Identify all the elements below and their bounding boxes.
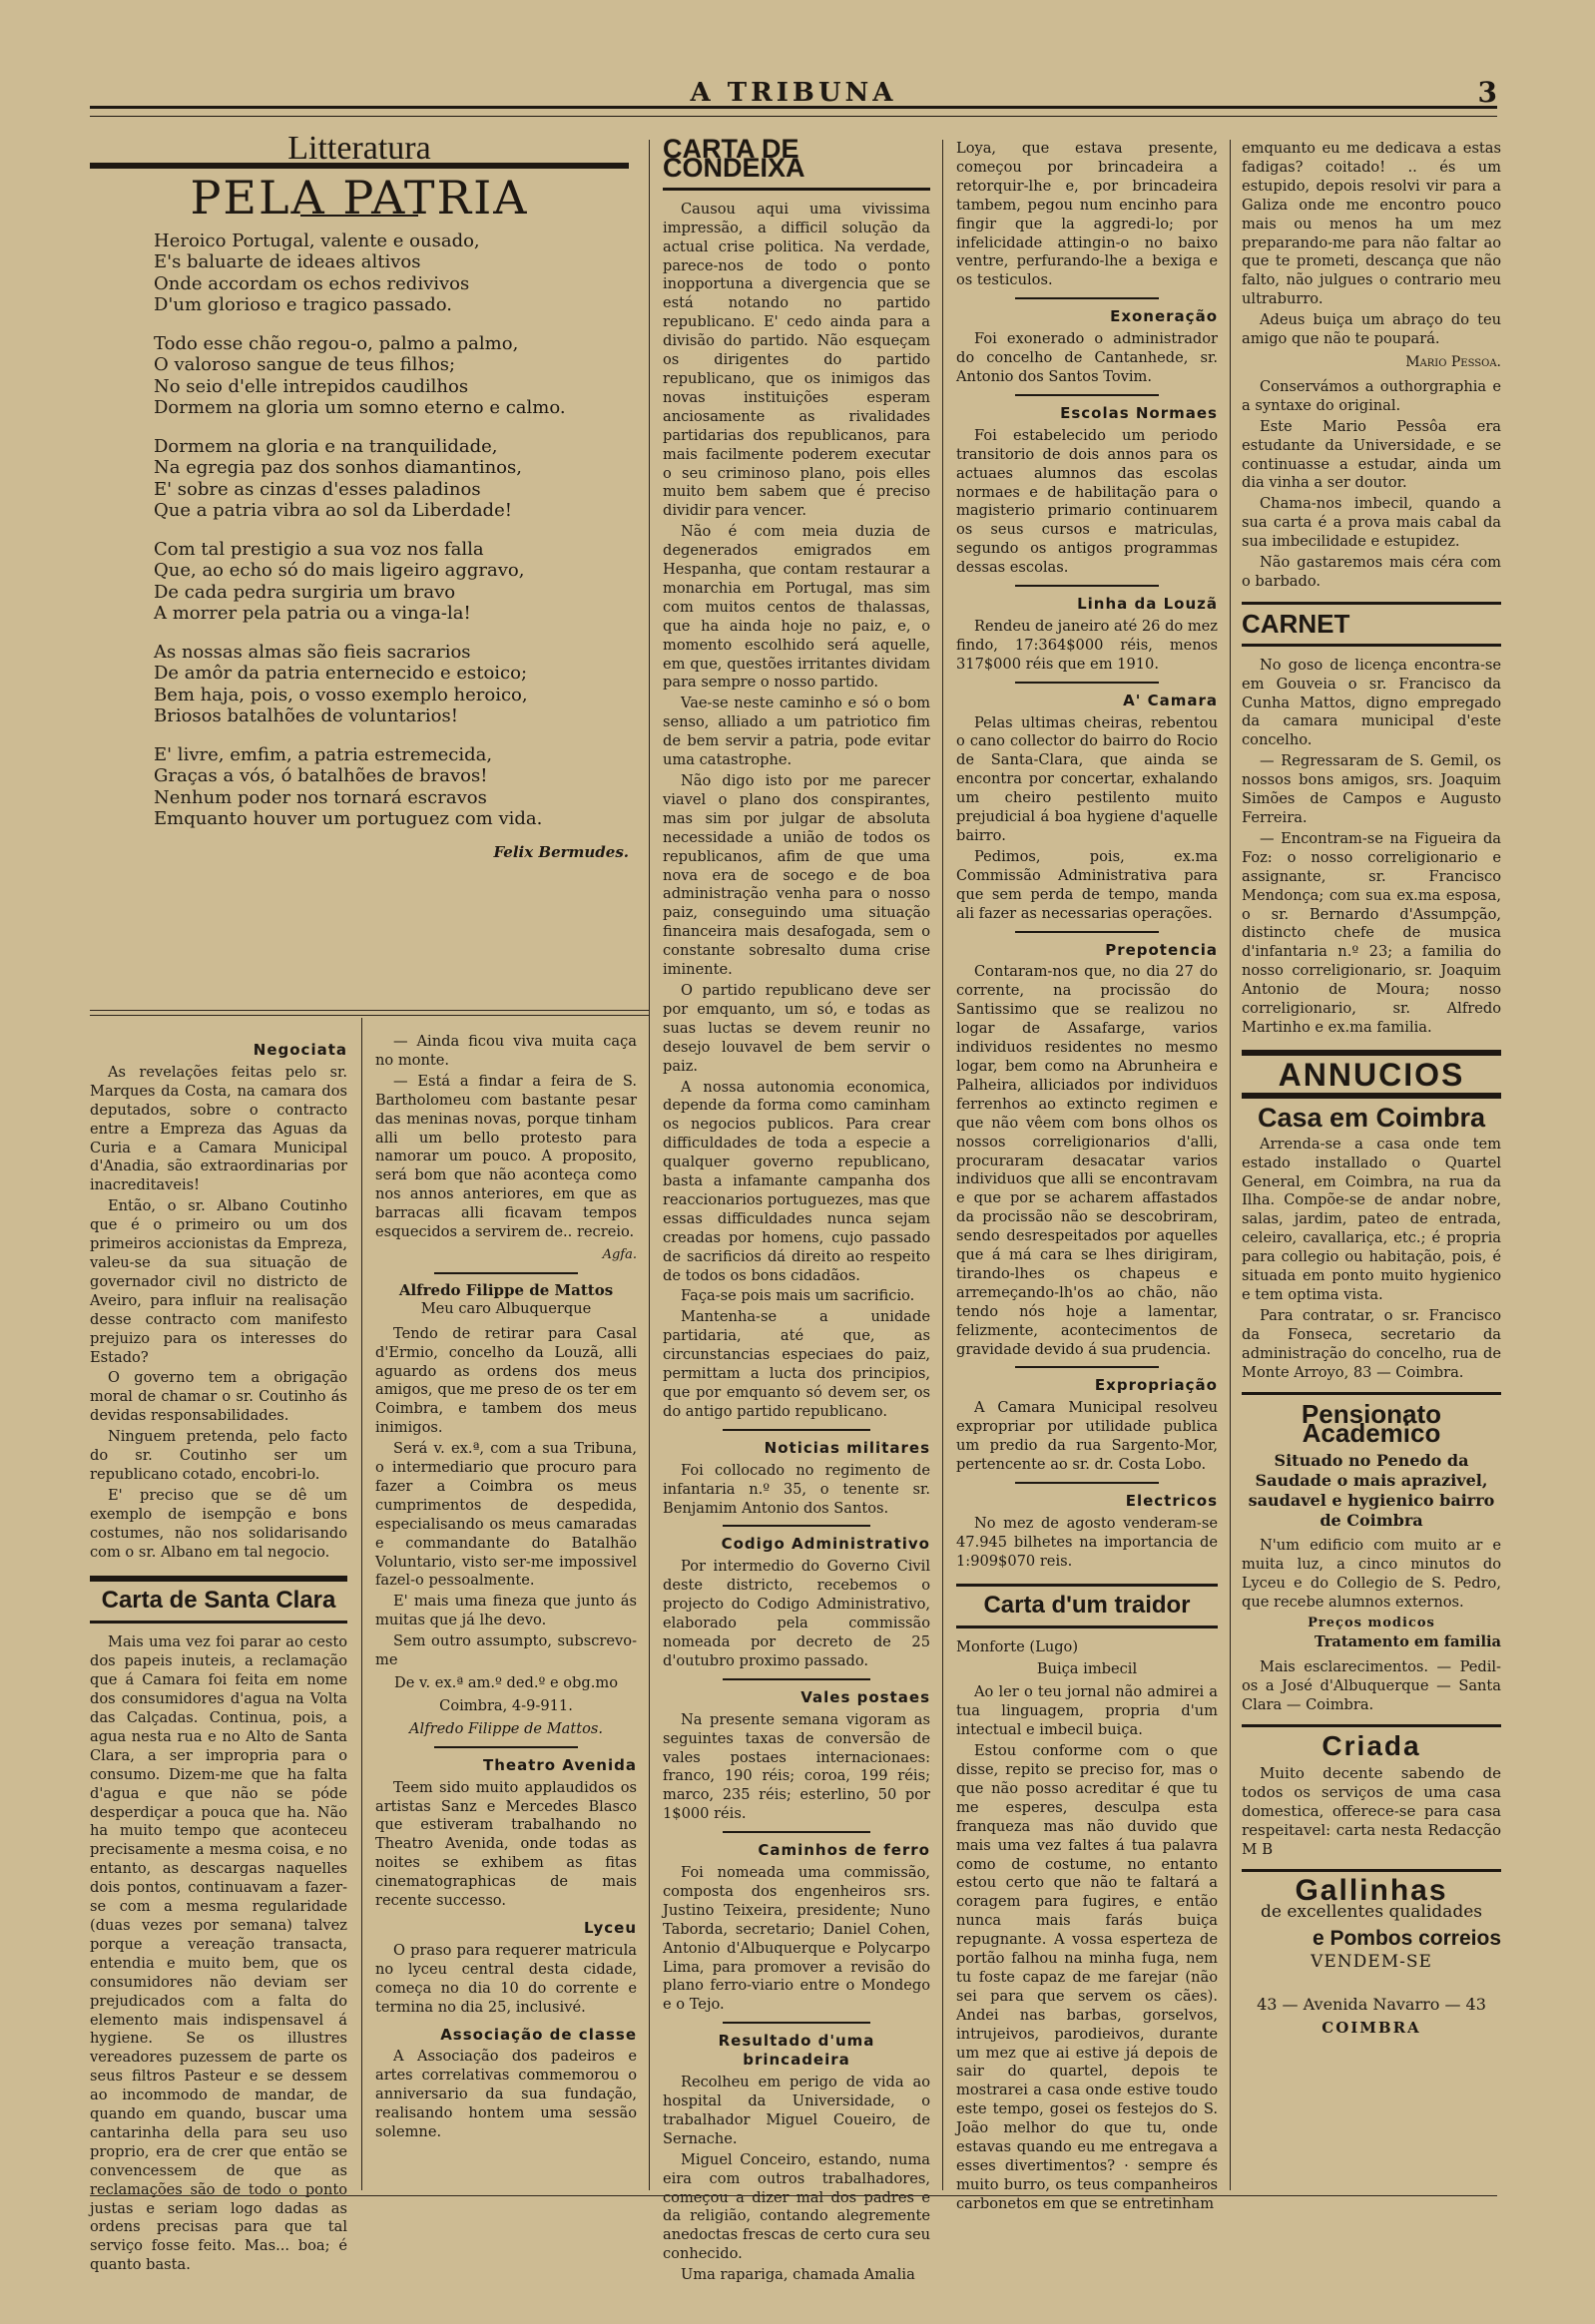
poem-line: Heroico Portugal, valente e ousado, [154,230,480,251]
paragraph: Será v. ex.ª, com a sua Tribuna, o intermediario que procuro para fazer a Coimbra os meus cumprimentos de despedida, especialisando os meus camaradas e commandante do Batalhão Voluntario, visto ser-me impossivel fazel-o pessoalmente. [375,1440,637,1590]
ad-gallinhas-sub3: VENDEM-SE [1311,1952,1432,1973]
paragraph: Este Mario Pessôa era estudante da Universidade, e se continuasse a estudar, ainda um dia vinha a ser doutor. [1242,417,1501,492]
separator [1015,585,1159,587]
traidor-title: Carta d'um traidor [983,1591,1191,1619]
separator [1015,931,1159,933]
separator [1015,1482,1159,1484]
section-rule [1242,602,1501,605]
ad-casa-body [1242,1136,1501,1383]
poem [90,231,629,830]
paragraph: O partido republicano deve ser por emquanto, um só, e todas as suas luctas se devem reunir no desejo louvavel de bem servir o paiz. [663,981,930,1075]
theatro-text: Teem sido muito applaudidos os artistas Sanz e Mercedes Blasco que estiveram trabalhando no Theatro Avenida, onde todas as noites se exhibem as fitas cinematographicas de mais recente successo. [375,1778,637,1910]
paragraph: — Encontram-se na Figueira da Foz: o nosso correligionario e assignante, sr. Francisco Mendonça; com sua ex.ma esposa, o sr. Bernardo d'Assumpção, distincto chefe de musica d'infantaria n.º 23; a familia do nosso correligionario, sr. Joaquim Antonio de Moura; nosso correligionario, sr. Alfredo Martinho e ex.ma familia. [1242,829,1501,1036]
poem-line: Bem haja, pois, o vosso exemplo heroico, [154,684,528,705]
separator [1015,1366,1159,1368]
ad-pensionato-text: N'um edificio com muito ar e muita luz, a cinco minutos do Lyceu e do Collegio de S. Pedro, que recebe alumnos externos. [1242,1537,1501,1611]
electricos-text: No mez de agosto venderam-se 47.945 bilhetes na importancia de 1:909$070 reis. [956,1514,1218,1570]
literatura-section [90,130,629,862]
section-rule [1242,1050,1501,1056]
local-notes [375,1033,637,1242]
paragraph: Pedimos, pois, ex.ma Commissão Administrativa para que sem perda de tempo, manda ali fazer as necessarias operações. [956,847,1218,922]
paragraph: Chama-nos imbecil, quando a sua carta é a prova mais cabal da sua imbecilidade e estupidez. [1242,495,1501,551]
poem-stanza [154,333,629,419]
condeixa-body [663,201,930,1422]
poem-line: D'um glorioso e tragico passado. [154,294,452,316]
section-rule [90,1621,347,1624]
electricos-title: Electricos [1125,1492,1218,1510]
column-rule [1230,140,1231,2190]
poem-stanza [154,642,629,727]
poem-line: Dormem na gloria um somno eterno e calmo. [154,397,566,419]
notes-signature: Agfa. [602,1246,637,1262]
poem-stanza [154,744,629,830]
poem-author: Felix Bermudes. [493,842,629,861]
column-4 [956,140,1218,2216]
paragraph: Não digo isto por me parecer viavel o plano dos conspirantes, mas sim por julgar de absoluta necessidade a união de todos os republicanos, afim de que uma nova era de socego e de boa administração venha para o nosso paiz, conseguindo uma situação financeira mais desafogada, sem o constante sobresalto duma crise iminente. [663,772,930,979]
carnet-title: CARNET [1242,608,1350,639]
poem-line: E' sobre as cinzas d'esses paladinos [154,478,481,500]
associacao-text: A Associação dos padeiros e artes correlativas commemorou o anniversario da sua fundação, realisando hontem uma sessão solemne. [375,2048,637,2141]
continuation-text: Loya, que estava presente, começou por brincadeira a retorquir-lhe e, por brincadeira tambem, pegou num encinho para fingir que la aggredi-lo; por infelicidade attingin-o no baixo ventre, perfurando-lhe a bexiga e os testiculos. [956,140,1218,289]
paragraph: Não é com meia duzia de degenerados emigrados em Hespanha, que contam restaurar a monarchia em Portugal, mas sim com muitos centos de thalassas, que ha ainda hoje no paiz, e, o momento escolhido será aquelle, em que, questões irritantes dividam para sempre o nosso partido. [663,523,930,692]
section-rule [1242,1392,1501,1395]
poem-line: Onde accordam os echos redivivos [154,272,470,294]
camara-title: A' Camara [1123,691,1218,709]
ad-gallinhas-title: Gallinhas [1295,1874,1448,1908]
paragraph: Conservámos a outhorgraphia e a syntaxe do original. [1242,377,1501,414]
continuation-text: emquanto eu me dedicava a estas fadigas? coitado! .. és um estupido, depois resolvi vir para a Galiza onde me encontro pouco mais ou menos ha um mez preparando-me para não faltar ao que te prometi, descança que não falto, não julgues o contrario meu ultraburro. [1242,140,1501,308]
poem-line: A morrer pela patria ou a vinga-la! [154,603,471,625]
column-rule [942,140,943,2190]
poem-line: Dormem na gloria e na tranquilidade, [154,435,498,457]
column-5 [1242,140,1501,2038]
poem-line: As nossas almas são fieis sacrarios [154,641,471,663]
associacao-title: Associação de classe [440,2025,637,2044]
column-rule [649,140,650,2190]
section-rule [1242,1093,1501,1099]
ad-criada-text: Muito decente sabendo de todos os serviços de uma casa domestica, offerece-se para casa respeitavel: carta nesta Redacção M B [1242,1764,1501,1859]
separator [723,2022,869,2024]
section-title: Litteratura [287,130,431,167]
letter-body [375,1325,637,1670]
page-number: 3 [1477,76,1497,109]
paragraph: — Ainda ficou viva muita caça no monte. [375,1033,637,1069]
ad-gallinhas-address: 43 — Avenida Navarro — 43 [1257,1994,1486,2014]
expropriacao-title: Expropriação [1094,1376,1218,1395]
paragraph: Pelas ultimas cheiras, rebentou o cano collector do bairro do Rocio de Santa-Clara, que ainda se encontra por concertar, exhalando um cheiro pestilento muito prejudicial á boa hygiene d'aquelle bairro. [956,713,1218,844]
poem-stanza [154,539,629,625]
poem-line: Todo esse chão regou-o, palmo a palmo, [154,332,519,354]
paragraph: Faça-se pois mais um sacrificio. [681,1287,915,1305]
poem-line: Graças a vós, ó batalhões de bravos! [154,765,488,787]
caminhos-text: Foi nomeada uma commissão, composta dos engenheiros srs. Justino Teixeira, presidente; Nuno Taborda, secretario; Daniel Cohen, Antonio d'Albuquerque e Polycarpo Lima, para promover a revisão do plano ferro-viario entre o Mondego e o Tejo. [663,1864,930,2014]
paragraph: Causou aqui uma vivissima impressão, a difficil solução da actual crise politica. Na verdade, parece-nos de todo o ponto inopportuna a divergencia que se está notando no partido republicano. E' cedo ainda para a divisão do partido. Não esqueçam os dirigentes do partido republicano, que os inimigos das novas instituições esperam anciosamente as rivalidades partidarias dos republicanos, para mais facilmente poderem executar o seu criminoso plano, pois elles muito bem sabem que é preciso dividir para vencer. [663,200,930,520]
vales-title: Vales postaes [800,1687,930,1706]
paragraph: Ninguem pretenda, pelo facto do sr. Coutinho ser um republicano cotado, encobri-lo. [90,1428,347,1483]
letter-closing: De v. ex.ª am.º ded.º e obg.mo [394,1674,618,1691]
letter-salutation: Meu caro Albuquerque [420,1299,592,1317]
poem-line: Que a patria vibra ao sol da Liberdade! [154,500,512,522]
negociata-body [90,1064,347,1563]
separator [723,1429,869,1431]
paragraph: Uma rapariga, chamada Amalia [681,2266,915,2284]
section-rule [90,1015,649,1016]
vales-text: Na presente semana vigoram as seguintes taxas de conversão de vales postaes internacionaes: franco, 190 réis; coroa, 199 réis; marco, 235 réis; esterlino, 50 por 1$000 réis. [663,1710,930,1823]
section-rule [1242,1869,1501,1872]
section-rule [956,1626,1218,1628]
paragraph: Miguel Conceiro, estando, numa eira com outros trabalhadores, começou a dizer mal dos padres e da religião, contando alegremente anedoctas frescas de certo cura seu conhecido. [663,2150,930,2263]
separator [723,1525,869,1527]
paragraph: Então, o sr. Albano Coutinho que é o primeiro ou um dos primeiros accionistas da Empreza, valeu-se da sua situação de governador civil no districto de Aveiro, para influir na realisação desse contracto com manifesto prejuizo para os interesses do Estado? [90,1197,347,1366]
codigo-title: Codigo Administrativo [721,1535,930,1554]
ad-gallinhas-sub2: e Pombos correios [1312,1927,1501,1951]
ad-criada-title: Criada [1322,1730,1421,1762]
paragraph: Mantenha-se a unidade partidaria, até que, as circunstancias especiaes do paiz, permittam a lucta dos principios, que por emquanto só devem ser, os do antigo partido republicano. [663,1308,930,1420]
paragraph: Vae-se neste caminho e só o bom senso, alliado a um patriotico fim de bem servir a patria, pode evitar uma catastrophe. [663,695,930,769]
letter-closing: Adeus buiça um abraço do teu amigo que não te poupará. [1242,311,1501,348]
separator [1015,682,1159,684]
louza-title: Linha da Louzã [1077,595,1218,614]
separator [434,1746,578,1748]
paragraph: As revelações feitas pelo sr. Marques da Costa, na camara dos deputados, sobre o contracto entre a Empreza das Aguas da Curia e a Camara Municipal d'Anadia, são extraordinarias por inacreditaveis! [90,1063,347,1194]
section-rule [90,1010,649,1011]
traidor-body [956,1683,1218,2213]
page-header [90,78,1497,109]
header-rule [90,116,1497,117]
paragraph: Mais uma vez foi parar ao cesto dos papeis inuteis, a reclamação que á Camara foi feita em nome dos consumidores d'agua na Volta das Calçadas. Continua, pois, a agua nesta rua e no Alto de Santa Clara, a ser impropria para o consumo. Dizem-me que ha falta d'agua e que não se póde desperdiçar a pouca que ha. Não ha muito tempo que aconteceu precisamente a mesma coisa, e no entanto, as descargas naquelles dois pontos, continuavam a fazer-se com a mesma regularidade (duas vezes por semana) talvez porque a vereação transacta, entendia e muito bem, que os consumidores não deviam ser prejudicados com a falta do elemento mais indispensavel á hygiene. Se os illustres vereadores puzessem de parte os seus filtros Pasteur e se dessem ao incommodo de mandar, de quando em quando, buscar uma cantarinha della para seu uso proprio, era de crer que então se convencessem de que as reclamações são de todo o ponto justas e seriam logo dadas as ordens precisas para que tal serviço fosse feito. Mas... boa; é quanto basta. [90,1633,347,2274]
expropriacao-text: A Camara Municipal resolveu expropriar por utilidade publica um predio da rua Sargento-Mor, pertencente ao sr. dr. Costa Lobo. [956,1399,1218,1474]
poem-line: Nenhum poder nos tornará escravos [154,786,487,808]
section-rule [90,1576,347,1582]
poem-line: De amôr da patria enternecido e estoico; [154,663,528,685]
paragraph: O governo tem a obrigação moral de chamar o sr. Coutinho ás devidas responsabilidades. [90,1369,347,1425]
brincadeira-body [663,2074,930,2285]
negociata-title: Negociata [253,1041,347,1059]
ad-casa-title: Casa em Coimbra [1257,1102,1486,1133]
poem-stanza [154,231,629,316]
poem-line: E' livre, emfim, a patria estremecida, [154,743,493,765]
poem-line: Que, ao echo só do mais ligeiro aggravo, [154,560,525,582]
paragraph: Sem outro assumpto, subscrevo-me [375,1632,637,1669]
paragraph: Para contratar, o sr. Francisco da Fonseca, secretario da administração do concelho, rua de Monte Arroyo, 83 — Coimbra. [1242,1306,1501,1381]
letter-title: Alfredo Filippe de Mattos [398,1280,614,1299]
ad-gallinhas-city: COIMBRA [1322,2018,1421,2037]
separator [1015,297,1159,299]
condeixa-title: CARTA DE CONDEIXA [663,134,805,183]
column-rule [361,1018,362,2190]
page-bottom-rule [90,2195,1497,2196]
ad-pensionato-family: Tratamento em familia [1314,1632,1501,1650]
poem-line: O valoroso sangue de teus filhos; [154,354,456,376]
paragraph: — Regressaram de S. Gemil, os nossos bons amigos, srs. Joaquim Simões de Campos e Augusto Ferreira. [1242,752,1501,826]
poem-line: E's baluarte de ideaes altivos [154,251,421,273]
editor-notes [1242,378,1501,592]
poem-line: Com tal prestigio a sua voz nos falla [154,538,484,560]
brincadeira-title: Resultado d'uma brincadeira [718,2032,875,2070]
ad-pensionato-lead: Situado no Penedo da Saudade o mais aprazivel, saudavel e hygienico bairro de Coimbra [1248,1451,1495,1531]
ad-pensionato-contact: Mais esclarecimentos. — Pedil-os a José d'Albuquerque — Santa Clara — Coimbra. [1242,1657,1501,1713]
poem-line: No seio d'elle intrepidos caudilhos [154,375,469,397]
traidor-greeting: Buiça imbecil [1036,1660,1138,1678]
camara-body [956,714,1218,924]
escolas-title: Escolas Normaes [1060,403,1218,422]
lyceu-title: Lyceu [583,1918,637,1937]
paragraph: Arrenda-se a casa onde tem estado installado o Quartel General, em Coimbra, na rua da Ilha. Compõe-se de andar nobre, salas, jardim, pateo de entrada, celeiro, cavallariça, etc.; é propria para collegio ou habitação, pois, é situada em ponto muito hygienico e tem optima vista. [1242,1135,1501,1303]
paragraph: — Está a findar a feira de S. Bartholomeu com bastante pesar das meninas novas, porque tinham alli um bello protesto para namorar um pouco. A proposito, será bom que não aconteça como nos annos anteriores, em que as barracas alli ficavam tempos esquecidos a servirem de.. recreio. [375,1072,637,1241]
poem-line: Briosos batalhões de voluntarios! [154,705,458,727]
santa-clara-body [90,1633,347,2275]
poem-title: PELA PATRIA [190,170,529,225]
poem-line: Emquanto houver um portuguez com vida. [154,808,543,830]
militares-text: Foi collocado no regimento de infantaria n.º 35, o tenente sr. Benjamim Antonio dos Santos. [663,1461,930,1517]
letter-place: Coimbra, 4-9-911. [439,1696,573,1714]
ad-pensionato-prices: Preços modicos [1308,1615,1435,1630]
letter-signature: Mario Pessoa. [1405,353,1501,370]
carnet-body [1242,657,1501,1038]
exoneracao-title: Exoneração [1110,307,1218,326]
poem-stanza [154,436,629,522]
paragraph: No goso de licença encontra-se em Gouveia o sr. Francisco da Cunha Mattos, digno empregado da camara municipal d'este concelho. [1242,656,1501,749]
traidor-place: Monforte (Lugo) [956,1637,1079,1655]
separator [723,1831,869,1833]
separator [1015,394,1159,396]
poem-line: Na egregia paz dos sonhos diamantinos, [154,457,522,479]
annucios-title: ANNUCIOS [1278,1056,1465,1093]
paragraph: E' mais uma fineza que junto ás muitas que já lhe devo. [375,1593,637,1629]
escolas-text: Foi estabelecido um periodo transitorio de dois annos para os actuaes alumnos das escolas normaes e de habilitação para o magisterio primario continuarem os seus cursos e matriculas, segundo os antigos programmas dessas escolas. [956,426,1218,577]
paragraph: Não gastaremos mais céra com o barbado. [1242,554,1501,590]
separator [723,1678,869,1680]
section-rule [1242,644,1501,647]
column-3 [663,134,930,2287]
poem-line: De cada pedra surgiria um bravo [154,581,456,603]
paragraph: Ao ler o teu jornal não admirei a tua linguagem, propria d'um intectual e imbecil buiça. [956,1683,1218,1739]
section-rule [663,188,930,191]
paragraph: E' preciso que se dê um exemplo de isempção e bons costumes, não nos solidarisando com o sr. Albano em tal negocio. [90,1486,347,1561]
paragraph: Recolheu em perigo de vida ao hospital da Universidade, o trabalhador Miguel Coueiro, de Sernache. [663,2074,930,2147]
militares-title: Noticias militares [764,1438,930,1457]
masthead: A TRIBUNA [690,78,897,108]
louza-text: Rendeu de janeiro até 26 do mez findo, 17:364$000 réis, menos 317$000 réis que em 1910. [956,617,1218,673]
theatro-title: Theatro Avenida [482,1755,637,1774]
section-rule [1242,1724,1501,1727]
prepotencia-text: Contaram-nos que, no dia 27 do corrente, na procissão do Santissimo que se realizou no logar de Assafarge, varios individuos residentes no mesmo logar, bem como na Abrunheira e Palheira, alliciados por individuos ferrenhos ao extincto regimen e que não vêem com bons olhos os nossos correligionarios d'alli, procuraram desacatar varios individuos que alli se encontravam e que por se acharem affastados da procissão não se descobriram, sendo desrespeitados por aquelles que á má cara se lhes dirigiram, tirando-lhes os chapeus e arremeçando-lh'os ao chão, não tendo nós hoje a lamentar, felizmente, acontecimentos de gravidade devido á sua prudencia. [956,963,1218,1358]
paragraph: A nossa autonomia economica, depende da forma como caminham os negocios publicos. Para crear difficuldades de toda a especie a qualquer governo republicano, basta a infamante campanha dos reaccionarios portuguezes, mas que essas difficuldades nunca sejam creadas por homens, cujo passado de sacrificios dá direito ao respeito de todos os bons cidadãos. [663,1078,930,1284]
lyceu-text: O praso para requerer matricula no lyceu central desta cidade, começa no dia 10 do corrente e termina no dia 25, inclusivé. [375,1941,637,2016]
ad-pensionato-title: Pensionato Academico [1301,1399,1442,1449]
separator [434,1272,578,1274]
exoneracao-text: Foi exonerado o administrador do concelho de Cantanhede, sr. Antonio dos Santos Tovim. [956,330,1218,385]
santa-clara-title: Carta de Santa Clara [101,1587,336,1615]
caminhos-title: Caminhos de ferro [758,1841,930,1860]
prepotencia-title: Prepotencia [1105,940,1218,959]
section-rule [956,1584,1218,1587]
codigo-text: Por intermedio do Governo Civil deste districto, recebemos o projecto do Codigo Administrativo, elaborado pela commissão nomeada por decreto de 25 d'outubro proximo passado. [663,1558,930,1669]
paragraph: Estou conforme com o que disse, repito se preciso for, mas o que não posso acreditar é que tu me esperes, desculpa esta franqueza mas não duvido que mais uma vez faltes á tua palavra como de costume, no entanto estou certo que não te faltará a coragem para fugires, e então nunca mais farás buiça repugnante. A vossa esperteza de portão falhou na minha fuga, nem tu foste capaz de me farejar (não sei para que servem os cães). Andei nas barbas, gorselvos, intrujeivos, parodieivos, durante um mez que ai estive já depois de sair do quartel, depois te mostrarei a casa onde estive toudo este tempo, gosei os festejos do S. João melhor do que tu, onde estavas quando eu me entregava a esses divertimentos? · sempre és muito burro, os teus companheiros carbonetos em que se entretinham [956,1742,1218,2212]
letter-signature: Alfredo Filippe de Mattos. [409,1719,603,1737]
column-1 [90,1033,347,2277]
column-2 [375,1033,637,2144]
paragraph: Tendo de retirar para Casal d'Ermio, concelho da Louzã, alli aguardo as ordens dos meus amigos, que me preso de os ter em Coimbra, e tambem dos meus inimigos. [375,1324,637,1437]
ad-gallinhas-sub1: de excellentes qualidades [1260,1902,1482,1923]
